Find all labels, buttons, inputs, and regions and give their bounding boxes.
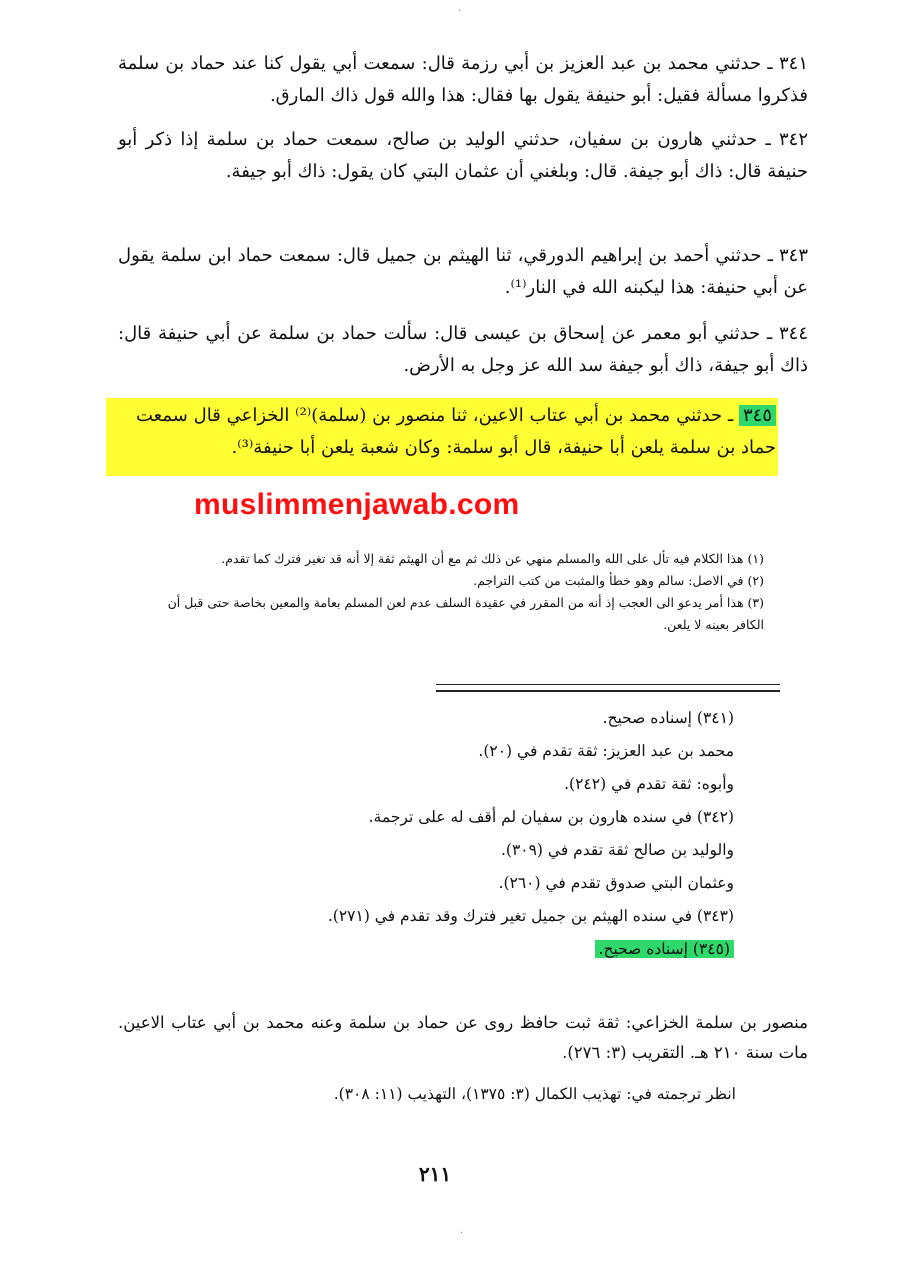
note-mansur: منصور بن سلمة الخزاعي: ثقة ثبت حافظ روى عن حماد بن سلمة وعنه محمد بن أبي عتاب الاعين. مات سنة ٢١٠ هـ. التقريب (٣: ٢٧٦). (118, 1013, 808, 1062)
footnote-3: (٣) هذا أمر يدعو الى العجب إذ أنه من المقرر في عقيدة السلف عدم لعن المسلم بعامة والمعين بخاصة حتى قبل أن الكافر بعينه لا يلعن. (167, 595, 764, 632)
note-341-father: وأبوه: ثقة تقدم في (٢٤٢). (564, 775, 734, 793)
note-341-narrator: محمد بن عبد العزيز: ثقة تقدم في (٢٠). (478, 742, 734, 760)
note-343: (٣٤٣) في سنده الهيثم بن جميل تغير فترك وقد تقدم في (٢٧١). (327, 907, 734, 925)
hadith-345-text: ـ حدثني محمد بن أبي عتاب الاعين، ثنا منصور بن (سلمة)⁽²⁾ الخزاعي قال سمعت حماد بن سلمة يلعن أبا حنيفة، قال أبو سلمة: وكان شعبة يلعن أبا حنيفة⁽³⁾. (136, 405, 776, 458)
note-341: (٣٤١) إسناده صحيح. (602, 709, 734, 727)
scan-mark: · (458, 6, 462, 17)
watermark-url: muslimmenjawab.com (194, 488, 520, 521)
note-references: انظر ترجمته في: تهذيب الكمال (٣: ١٣٧٥)، التهذيب (١١: ٣٠٨). (333, 1085, 736, 1103)
note-345-highlight: (٣٤٥) إسناده صحيح. (595, 940, 734, 958)
footnotes (124, 548, 764, 636)
divider-rule (436, 684, 780, 685)
scan-mark: · (460, 1228, 464, 1239)
hadith-342: ٣٤٢ ـ حدثني هارون بن سفيان، حدثني الوليد بن صالح، سمعت حماد بن سلمة إذا ذكر أبو حنيفة قال: ذاك أبو جيفة. قال: وبلغني أن عثمان البتي كان يقول: ذاك أبو جيفة. (118, 129, 808, 182)
divider-rule-thick (436, 690, 780, 692)
note-342: (٣٤٢) في سنده هارون بن سفيان لم أقف له على ترجمة. (368, 808, 734, 826)
hadith-345-number: ٣٤٥ (739, 405, 776, 426)
hadith-343: ٣٤٣ ـ حدثني أحمد بن إبراهيم الدورقي، ثنا الهيثم بن جميل قال: سمعت حماد ابن سلمة يقول عن أبي حنيفة: هذا ليكبنه الله في النار⁽¹⁾. (118, 245, 808, 298)
page-number: ٢١١ (418, 1162, 452, 1186)
footnote-2: (٢) في الاصل: سالم وهو خطأ والمثبت من كتب التراجم. (473, 573, 764, 588)
note-342-uthman: وعثمان البتي صدوق تقدم في (٢٦٠). (498, 874, 734, 892)
hadith-344: ٣٤٤ ـ حدثني أبو معمر عن إسحاق بن عيسى قال: سألت حماد بن سلمة عن أبي حنيفة قال: ذاك أبو جيفة، ذاك أبو جيفة سد الله عز وجل به الأرض. (118, 323, 808, 376)
footnote-1: (١) هذا الكلام فيه تأل على الله والمسلم منهي عن ذلك ثم مع أن الهيثم ثقة إلا أنه قد تغير فترك كما تقدم. (221, 551, 764, 566)
hadith-341: ٣٤١ ـ حدثني محمد بن عبد العزيز بن أبي رزمة قال: سمعت أبي يقول كنا عند حماد بن سلمة فذكروا مسألة فقيل: أبو حنيفة يقول بها فقال: هذا والله قول ذاك المارق. (118, 53, 808, 106)
hadith-345 (136, 400, 776, 464)
note-342-walid: والوليد بن صالح ثقة تقدم في (٣٠٩). (500, 841, 734, 859)
takhrij-notes (114, 704, 734, 968)
note-345 (114, 935, 734, 963)
